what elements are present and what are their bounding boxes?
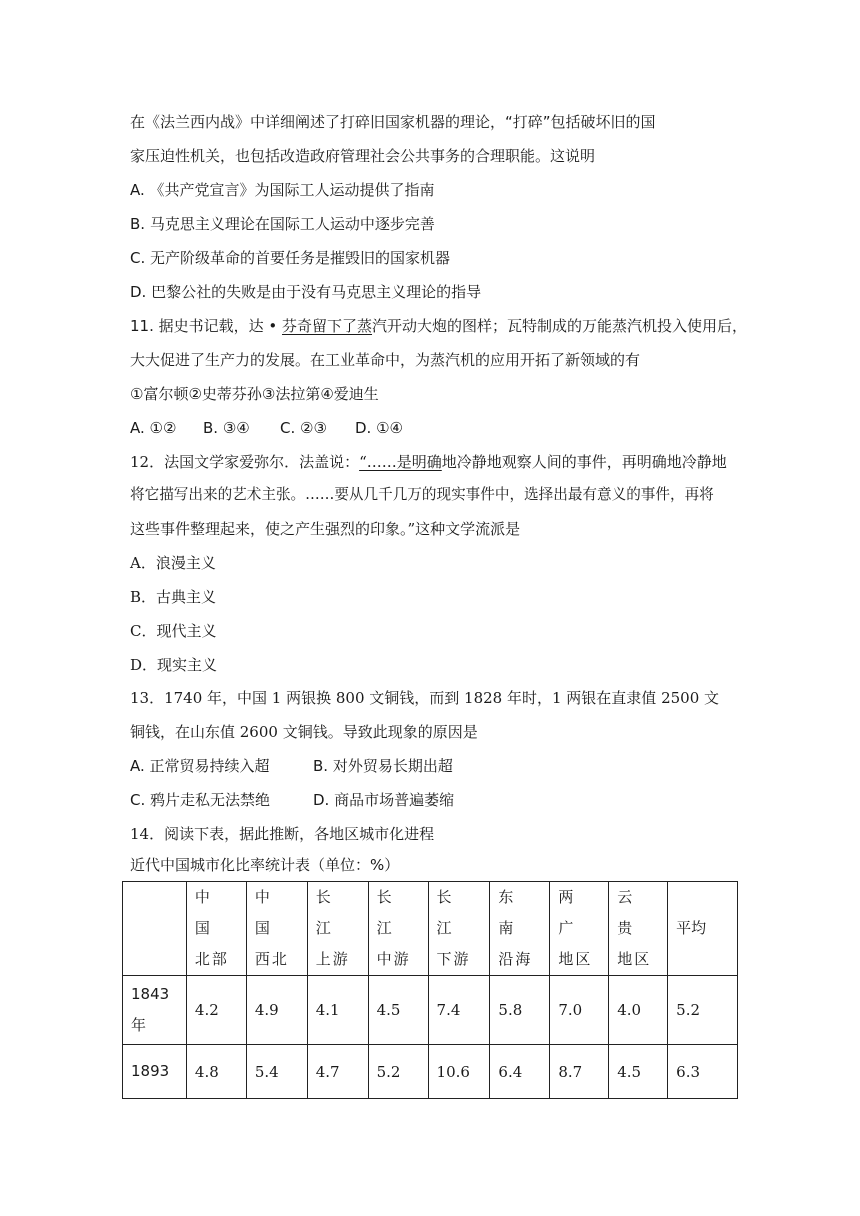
table-cell: 5.8	[490, 976, 550, 1045]
table-row	[123, 976, 738, 1045]
q11-option-c[interactable]: C. ②③	[280, 419, 327, 437]
table-cell: 5.2	[368, 1045, 428, 1099]
q10-option-c[interactable]: C. 无产阶级革命的首要任务是摧毁旧的国家机器	[130, 249, 451, 267]
q11-option-a[interactable]: A. ①②	[130, 419, 177, 437]
table-cell: 5.2	[668, 976, 738, 1045]
table-cell: 6.4	[490, 1045, 550, 1099]
q10-option-d[interactable]: D. 巴黎公社的失败是由于没有马克思主义理论的指导	[130, 283, 482, 301]
header-yangtze-middle	[368, 882, 428, 976]
table-row	[123, 1045, 738, 1099]
table-cell: 4.8	[186, 1045, 246, 1099]
q11-stem-underlined: 芬奇留下了蒸	[282, 317, 373, 335]
header-text: 地区	[617, 950, 652, 968]
year-text: 1843	[131, 985, 170, 1003]
table-cell: 6.3	[668, 1045, 738, 1099]
header-text: 长 江	[315, 888, 350, 937]
header-text: 上游	[315, 950, 350, 968]
q12-stem-part-a: 12．法国文学家爱弥尔．法盖说：	[130, 453, 360, 471]
header-text: 西北	[254, 950, 289, 968]
header-text: 长 江	[376, 888, 411, 937]
year-text: 1893	[131, 1062, 170, 1080]
table-cell: 4.2	[186, 976, 246, 1045]
table-cell: 4.1	[307, 976, 368, 1045]
q12-option-c[interactable]: C．现代主义	[130, 622, 217, 640]
table-cell: 8.7	[550, 1045, 609, 1099]
header-text: 云 贵	[617, 888, 652, 937]
header-yungui	[609, 882, 668, 976]
header-text: 中 国	[254, 888, 289, 937]
header-text: 平均	[676, 919, 707, 937]
header-text: 中游	[376, 950, 411, 968]
table-header-row	[123, 882, 738, 976]
q13-option-b[interactable]: B. 对外贸易长期出超	[313, 757, 453, 775]
q10-stem-line-2: 家压迫性机关，也包括改造政府管理社会公共事务的合理职能。这说明	[130, 147, 596, 165]
q11-stem-line-1	[130, 316, 747, 336]
table-cell: 4.5	[368, 976, 428, 1045]
q13-option-a[interactable]: A. 正常贸易持续入超	[130, 757, 270, 775]
row-year	[123, 976, 187, 1045]
q13-option-c[interactable]: C. 鸦片走私无法禁绝	[130, 791, 271, 809]
q10-option-b[interactable]: B. 马克思主义理论在国际工人运动中逐步完善	[130, 215, 435, 233]
table-cell: 10.6	[428, 1045, 490, 1099]
q11-items: ①富尔顿②史蒂芬孙③法拉第④爱迪生	[130, 385, 379, 403]
header-text: 长 江	[436, 888, 471, 937]
header-corner-cell	[123, 882, 187, 976]
table-cell: 5.4	[246, 1045, 307, 1099]
table-cell: 4.7	[307, 1045, 368, 1099]
q12-option-b[interactable]: B．古典主义	[130, 588, 217, 606]
row-year	[123, 1045, 187, 1099]
q11-options	[130, 418, 403, 438]
q12-stem-line-3: 这些事件整理起来，使之产生强烈的印象。”这种文学流派是	[130, 520, 521, 538]
header-southeast-coast	[490, 882, 550, 976]
header-average	[668, 882, 738, 976]
q12-option-a[interactable]: A．浪漫主义	[130, 554, 216, 572]
q13-option-d[interactable]: D. 商品市场普遍萎缩	[313, 791, 455, 809]
header-yangtze-lower	[428, 882, 490, 976]
urbanization-table	[122, 881, 738, 1099]
header-text: 两 广	[558, 888, 593, 937]
q11-stem-part-b: 汽开动大炮的图样；瓦特制成的万能蒸汽机投入使用后，	[372, 317, 748, 335]
table-cell: 4.9	[246, 976, 307, 1045]
q14-table-caption: 近代中国城市化比率统计表（单位：%）	[130, 856, 400, 874]
table-cell: 4.5	[609, 1045, 668, 1099]
header-text: 北部	[194, 950, 229, 968]
q10-option-a[interactable]: A. 《共产党宣言》为国际工人运动提供了指南	[130, 181, 435, 199]
q12-stem-part-b: 地冷静地观察人间的事件，再明确地冷静地	[441, 453, 727, 471]
q11-stem-part-a: 11. 据史书记载，达 •	[130, 317, 283, 335]
table-cell: 4.0	[609, 976, 668, 1045]
q13-stem-line-1: 13．1740 年，中国 1 两银换 800 文铜钱，而到 1828 年时，1 两银在直隶值 2500 文	[130, 689, 720, 707]
q12-stem-underlined: “……是明确	[359, 453, 442, 471]
header-text: 中 国	[194, 888, 229, 937]
q13-options-row-2	[130, 790, 454, 810]
header-northwest-china	[246, 882, 307, 976]
table-cell: 7.4	[428, 976, 490, 1045]
q11-stem-line-2: 大大促进了生产力的发展。在工业革命中，为蒸汽机的应用开拓了新领域的有	[130, 351, 641, 369]
header-text: 东 南	[498, 888, 533, 937]
q12-stem-line-1	[130, 452, 727, 472]
table-cell: 7.0	[550, 976, 609, 1045]
q14-stem: 14．阅读下表，据此推断，各地区城市化进程	[130, 825, 435, 843]
header-text: 下游	[436, 950, 471, 968]
q13-options-row-1	[130, 756, 453, 776]
q12-stem-line-2: 将它描写出来的艺术主张。……要从几千几万的现实事件中，选择出最有意义的事件，再将	[130, 486, 714, 503]
header-north-china	[186, 882, 246, 976]
q11-option-d[interactable]: D. ①④	[355, 419, 403, 437]
year-text: 年	[131, 1016, 147, 1034]
q10-stem-line-1: 在《法兰西内战》中详细阐述了打碎旧国家机器的理论，“打碎”包括破坏旧的国	[130, 113, 656, 131]
header-text: 地区	[558, 950, 593, 968]
q11-option-b[interactable]: B. ③④	[203, 419, 250, 437]
q13-stem-line-2: 铜钱，在山东值 2600 文铜钱。导致此现象的原因是	[130, 723, 478, 741]
header-yangtze-upper	[307, 882, 368, 976]
header-text: 沿海	[498, 950, 533, 968]
q12-option-d[interactable]: D．现实主义	[130, 656, 218, 674]
header-liangguang	[550, 882, 609, 976]
